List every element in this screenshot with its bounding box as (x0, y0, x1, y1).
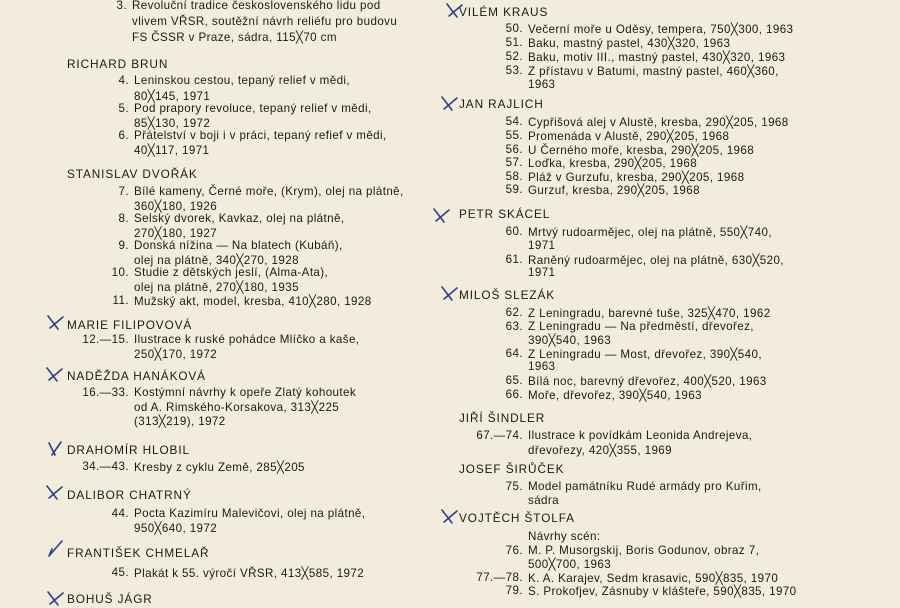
artist-name: JAN RAJLICH (459, 97, 544, 111)
catalog-entry: 66. Moře, dřevořez, 390╳540, 1963 (505, 388, 702, 402)
artist-name: MARIE FILIPOVOVÁ (67, 318, 193, 332)
catalog-entry: 63. Z Leningradu — Na předměstí, dřevořez, (505, 320, 754, 333)
artist-name: RICHARD BRUN (67, 57, 169, 71)
artist-name: JIŘÍ ŠINDLER (459, 411, 546, 425)
checkmark-icon (46, 590, 66, 608)
catalog-entry: 60. Mrtvý rudoarmějec, olej na plátně, 550╳740, (505, 225, 772, 239)
catalog-entry: 77.—78. K. A. Karajev, Sedm krasavic, 590╳835, 1970 (476, 571, 779, 585)
catalog-entry: 65. Bílá noc, barevný dřevořez, 400╳520, 1963 (505, 374, 767, 388)
catalog-entry: 3. Revoluční tradice československého lidu pod (116, 0, 381, 12)
catalog-entry: 57. Loďka, kresba, 290╳205, 1968 (505, 156, 698, 170)
catalog-entry: 4. Leninskou cestou, tepaný relief v mědi, (118, 74, 351, 87)
artist-name: DALIBOR CHATRNÝ (67, 488, 192, 502)
checkmark-icon (45, 366, 65, 384)
catalog-entry: 64. Z Leningradu — Most, dřevořez, 390╳540, (505, 347, 762, 361)
catalog-entry: 8. Selský dvorek, Kavkaz, olej na plátně, (118, 212, 345, 225)
catalog-entry: 53. Z přístavu v Batumi, mastný pastel, 460╳360, (505, 64, 779, 78)
catalog-entry: 56. U Černého moře, kresba, 290╳205, 1968 (505, 143, 755, 157)
catalog-entry: 12.—15. Ilustrace k ruské pohádce Mlíčko a kaše, (82, 333, 360, 346)
catalog-entry: 10. Studie z dětských jeslí, (Alma-Ata), (111, 266, 329, 279)
catalog-entry: 62. Z Leningradu, barevné tuše, 325╳470, 1962 (505, 306, 771, 320)
artist-name: BOHUŠ JÁGR (67, 592, 153, 606)
catalog-entry: 11. Mužský akt, model, kresba, 410╳280, 1928 (112, 294, 372, 308)
catalog-entry: 16.—33. Kostýmní návrhy k opeře Zlatý kohoutek (82, 386, 357, 399)
checkmark-icon (46, 440, 66, 458)
catalog-entry: 9. Donská nížina — Na blatech (Kubáň), (118, 239, 343, 252)
catalog-entry: 75. Model památníku Rudé armády pro Kuřim, (505, 480, 762, 493)
checkmark-icon (440, 285, 460, 303)
catalog-entry: 55. Promenáda v Alustě, 290╳205, 1968 (505, 129, 730, 143)
catalog-entry: 67.—74. Ilustrace k povídkám Leonida Andrejeva, (476, 429, 753, 442)
catalog-entry: 52. Baku, motiv III., mastný pastel, 430╳320, 1963 (505, 50, 786, 64)
artist-name: FRANTIŠEK CHMELAŘ (67, 546, 210, 560)
catalog-entry: 7. Bílé kameny, Černé moře, (Krym), olej na plátně, (118, 185, 404, 198)
artist-name: STANISLAV DVOŘÁK (67, 167, 198, 181)
catalog-entry: 45. Plakát k 55. výročí VŘSR, 413╳585, 1972 (111, 566, 365, 580)
artist-name: MILOŠ SLEZÁK (459, 288, 556, 302)
catalog-entry: 79. S. Prokofjev, Zásnuby v klášteře, 590╳835, 1970 (505, 584, 797, 598)
catalog-entry: 61. Raněný rudoarmějec, olej na plátně, 630╳520, (505, 253, 784, 267)
artist-name: JOSEF ŠIRŮČEK (459, 462, 565, 476)
artist-name: DRAHOMÍR HLOBIL (67, 443, 190, 457)
checkmark-icon (432, 207, 452, 225)
catalog-entry: 51. Baku, mastný pastel, 430╳320, 1963 (505, 36, 731, 50)
catalog-entry: 44. Pocta Kazimíru Malevičovi, olej na plátně, (111, 507, 366, 520)
catalog-entry: 5. Pod prapory revoluce, tepaný relief v mědi, (118, 102, 372, 115)
catalog-entry: 34.—43. Kresby z cyklu Země, 285╳205 (82, 460, 305, 474)
catalog-entry: 59. Gurzuf, kresba, 290╳205, 1968 (505, 183, 700, 197)
artist-name: VILÉM KRAUS (459, 5, 549, 19)
artist-name: NADĚŽDA HANÁKOVÁ (67, 369, 206, 383)
checkmark-icon (46, 314, 66, 332)
section-subheading: Návrhy scén: (528, 530, 601, 543)
catalog-entry: 76. M. P. Musorgskij, Boris Godunov, obraz 7, (505, 544, 760, 557)
artist-name: PETR SKÁCEL (459, 207, 551, 221)
checkmark-icon (45, 484, 65, 502)
checkmark-icon (46, 540, 66, 558)
catalog-entry: 58. Pláž v Gurzufu, kresba, 290╳205, 1968 (505, 170, 745, 184)
catalog-entry: 54. Cypřišová alej v Alustě, kresba, 290╳205, 1968 (505, 115, 789, 129)
artist-name: VOJTĚCH ŠTOLFA (459, 511, 575, 525)
checkmark-icon (440, 508, 460, 526)
checkmark-icon (440, 95, 460, 113)
catalog-entry: 6. Přátelství v boji i v práci, tepaný refief v mědi, (118, 129, 387, 142)
catalog-entry: 50. Večerní moře u Oděsy, tempera, 750╳300, 1963 (505, 22, 794, 36)
